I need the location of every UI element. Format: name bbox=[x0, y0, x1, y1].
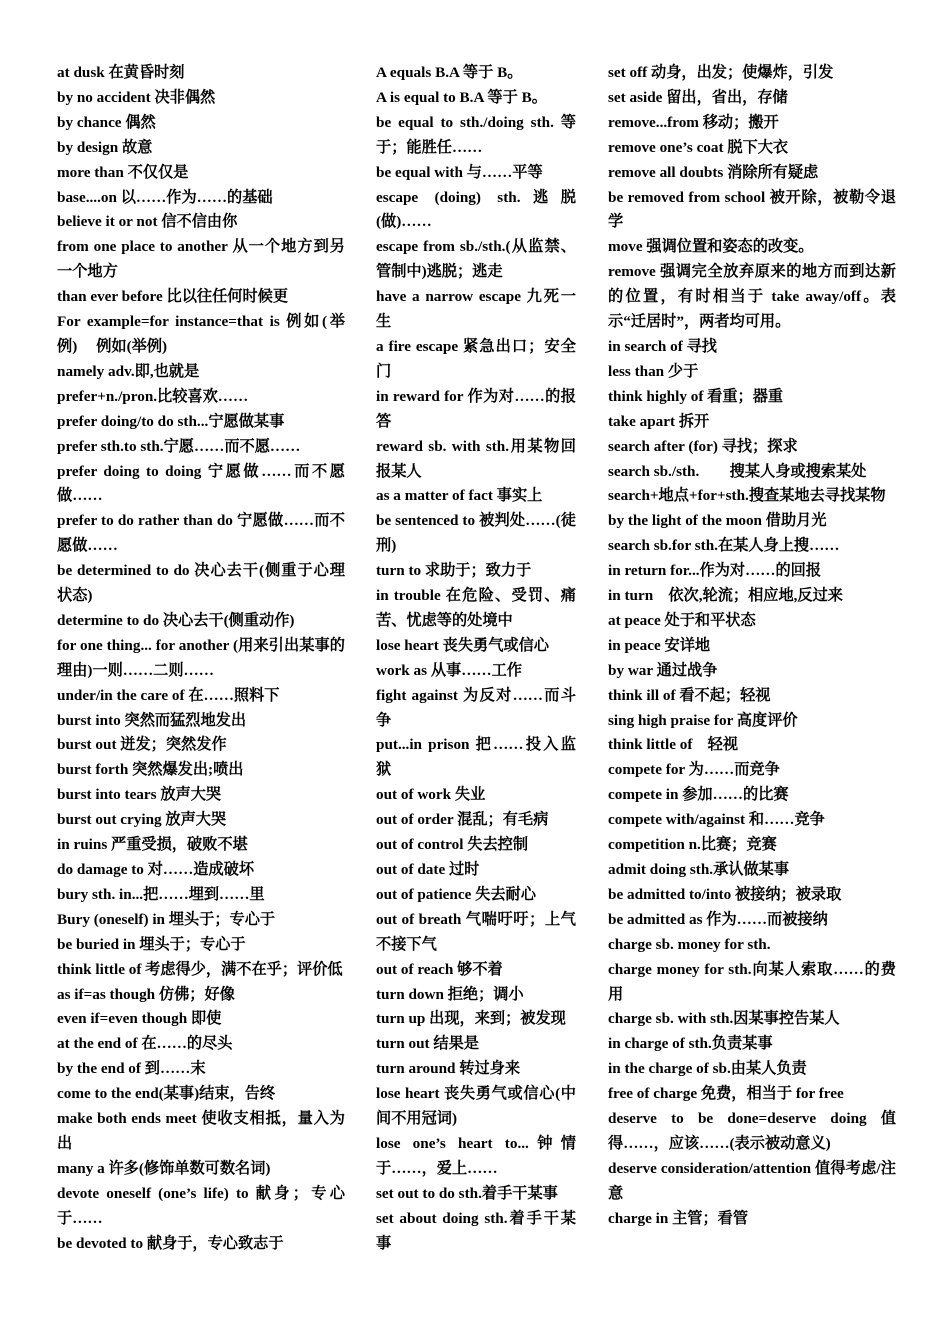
phrase-entry: in charge of sth.负责某事 bbox=[608, 1035, 773, 1053]
phrase-entry: out of date 过时 bbox=[376, 861, 480, 878]
phrase-entry: by no accident 决非偶然 bbox=[57, 88, 216, 106]
phrase-entry: make both ends meet 使收支相抵，量入为出 bbox=[57, 1110, 345, 1152]
phrase-entry: be removed from school 被开除，被勒令退学 bbox=[608, 188, 896, 231]
phrase-entry: turn up 出现，来到；被发现 bbox=[376, 1010, 566, 1028]
phrase-entry: by design 故意 bbox=[57, 138, 153, 156]
phrase-column-3 bbox=[608, 61, 896, 1232]
phrase-entry: Bury (oneself) in 埋头于；专心于 bbox=[57, 910, 276, 928]
phrase-entry: do damage to 对……造成破坏 bbox=[57, 861, 255, 878]
phrase-entry: charge money for sth.向某人索取……的费用 bbox=[608, 960, 896, 1003]
phrase-entry: work as 从事……工作 bbox=[376, 661, 522, 679]
phrase-entry: prefer+n./pron.比较喜欢…… bbox=[57, 387, 249, 405]
phrase-entry: A equals B.A 等于 B。 bbox=[376, 64, 523, 81]
phrase-entry: charge sb. money for sth. bbox=[608, 935, 771, 953]
phrase-entry: in reward for 作为对……的报答 bbox=[376, 387, 576, 430]
phrase-entry: competition n.比赛；竞赛 bbox=[608, 836, 777, 854]
phrase-entry: lose heart 丧失勇气或信心(中间不用冠词) bbox=[376, 1085, 576, 1128]
phrase-entry: compete in 参加……的比赛 bbox=[608, 786, 789, 804]
phrase-entry: believe it or not 信不信由你 bbox=[57, 213, 238, 231]
phrase-entry: a fire escape 紧急出口；安全门 bbox=[376, 337, 576, 380]
phrase-entry: think little of 轻视 bbox=[608, 736, 738, 754]
phrase-entry: prefer to do rather than do 宁愿做……而不愿做…… bbox=[57, 512, 345, 555]
phrase-entry: by war 通过战争 bbox=[608, 661, 718, 679]
phrase-entry: at peace 处于和平状态 bbox=[608, 611, 756, 629]
phrase-entry: deserve to be done=deserve doing 值得……，应该……(表示被动意义) bbox=[608, 1110, 896, 1152]
phrase-entry: A is equal to B.A 等于 B。 bbox=[376, 88, 547, 106]
phrase-entry: be buried in 埋头于；专心于 bbox=[57, 935, 246, 953]
phrase-entry: turn to 求助于；致力于 bbox=[376, 562, 532, 580]
phrase-entry: be determined to do 决心去干(侧重于心理状态) bbox=[57, 562, 345, 605]
phrase-entry: prefer doing to doing 宁愿做……而不愿做…… bbox=[57, 462, 345, 505]
phrase-entry: turn down 拒绝；调小 bbox=[376, 985, 524, 1003]
phrase-entry: deserve consideration/attention 值得考虑/注意 bbox=[608, 1159, 896, 1202]
phrase-entry: take apart 拆开 bbox=[608, 412, 710, 430]
phrase-entry: in peace 安详地 bbox=[608, 636, 711, 654]
phrase-entry: remove all doubts 消除所有疑虑 bbox=[608, 163, 819, 181]
phrase-entry: be admitted to/into 被接纳；被录取 bbox=[608, 885, 842, 903]
phrase-entry: charge sb. with sth.因某事控告某人 bbox=[608, 1010, 840, 1028]
phrase-entry: more than 不仅仅是 bbox=[57, 163, 189, 181]
phrase-entry: determine to do 决心去干(侧重动作) bbox=[57, 611, 295, 629]
phrase-entry: set aside 留出，省出，存储 bbox=[608, 88, 788, 106]
phrase-entry: in turn 依次,轮流；相应地,反过来 bbox=[608, 587, 843, 605]
phrase-entry: search sb./sth. 搜某人身或搜索某处 bbox=[608, 462, 867, 480]
phrase-entry: in trouble 在危险、受罚、痛苦、忧虑等的处境中 bbox=[376, 587, 576, 629]
phrase-entry: charge in 主管；看管 bbox=[608, 1209, 749, 1227]
phrase-entry: out of reach 够不着 bbox=[376, 960, 503, 978]
phrase-entry: even if=even though 即使 bbox=[57, 1010, 222, 1028]
phrase-entry: in the charge of sb.由某人负责 bbox=[608, 1060, 807, 1078]
phrase-entry: set out to do sth.着手干某事 bbox=[376, 1184, 558, 1202]
phrase-entry: be equal with 与……平等 bbox=[376, 163, 543, 181]
phrase-entry: For example=for instance=that is 例如(举例) 例如(举例) bbox=[57, 313, 345, 355]
phrase-entry: remove...from 移动；搬开 bbox=[608, 113, 779, 131]
phrase-column-1 bbox=[57, 61, 345, 1257]
phrase-entry: out of patience 失去耐心 bbox=[376, 885, 536, 903]
phrase-entry: out of control 失去控制 bbox=[376, 836, 529, 854]
phrase-column-2 bbox=[376, 61, 576, 1257]
phrase-entry: burst forth 突然爆发出;喷出 bbox=[57, 761, 244, 779]
phrase-entry: burst out 迸发；突然发作 bbox=[57, 736, 227, 754]
phrase-entry: prefer doing/to do sth...宁愿做某事 bbox=[57, 412, 285, 430]
phrase-entry: reward sb. with sth.用某物回报某人 bbox=[376, 437, 576, 480]
phrase-entry: at the end of 在……的尽头 bbox=[57, 1035, 233, 1053]
phrase-entry: search after (for) 寻找；探求 bbox=[608, 437, 798, 455]
phrase-entry: out of breath 气喘吁吁；上气不接下气 bbox=[376, 910, 576, 953]
phrase-entry: admit doing sth.承认做某事 bbox=[608, 861, 790, 878]
phrase-entry: fight against 为反对……而斗争 bbox=[376, 686, 576, 729]
phrase-entry: compete with/against 和……竞争 bbox=[608, 811, 825, 829]
phrase-entry: namely adv.即,也就是 bbox=[57, 362, 200, 380]
phrase-entry: sing high praise for 高度评价 bbox=[608, 711, 798, 729]
phrase-entry: be equal to sth./doing sth. 等于；能胜任…… bbox=[376, 113, 576, 156]
phrase-entry: set about doing sth.着手干某事 bbox=[376, 1209, 576, 1252]
phrase-entry: than ever before 比以往任何时候更 bbox=[57, 288, 289, 306]
phrase-entry: at dusk 在黄昏时刻 bbox=[57, 64, 185, 81]
phrase-entry: in search of 寻找 bbox=[608, 337, 717, 355]
phrase-entry: less than 少于 bbox=[608, 362, 699, 380]
phrase-entry: think highly of 看重；器重 bbox=[608, 387, 784, 405]
phrase-entry: burst into 突然而猛烈地发出 bbox=[57, 711, 247, 729]
phrase-entry: base....on 以……作为……的基础 bbox=[57, 188, 273, 206]
phrase-entry: by the end of 到……末 bbox=[57, 1060, 206, 1078]
phrase-entry: search sb.for sth.在某人身上搜…… bbox=[608, 537, 840, 555]
phrase-entry: in ruins 严重受损，破败不堪 bbox=[57, 836, 248, 854]
phrase-entry: lose heart 丧失勇气或信心 bbox=[376, 636, 549, 654]
phrase-entry: move 强调位置和姿态的改变。 bbox=[608, 238, 814, 256]
phrase-entry: by chance 偶然 bbox=[57, 113, 156, 131]
phrase-entry: think ill of 看不起；轻视 bbox=[608, 686, 771, 704]
phrase-entry: be admitted as 作为……而被接纳 bbox=[608, 910, 828, 928]
phrase-entry: come to the end(某事)结束，告终 bbox=[57, 1085, 276, 1103]
phrase-entry: put...in prison 把……投入监狱 bbox=[376, 736, 576, 779]
phrase-entry: lose one’s heart to...钟情于……，爱上…… bbox=[376, 1134, 576, 1177]
phrase-entry: in return for...作为对……的回报 bbox=[608, 562, 822, 580]
phrase-entry: be sentenced to 被判处……(徒刑) bbox=[376, 512, 576, 555]
phrase-entry: under/in the care of 在……照料下 bbox=[57, 686, 280, 704]
phrase-entry: turn out 结果是 bbox=[376, 1035, 479, 1053]
phrase-entry: remove 强调完全放弃原来的地方而到达新的位置，有时相当于 take away/off。表示“迁居时”，两者均可用。 bbox=[608, 263, 896, 331]
phrase-entry: devote oneself (one’s life) to 献身；专心于…… bbox=[57, 1184, 345, 1227]
phrase-entry: as if=as though 仿佛；好像 bbox=[57, 985, 235, 1003]
phrase-entry: free of charge 免费，相当于 for free bbox=[608, 1085, 844, 1103]
phrase-entry: remove one’s coat 脱下大衣 bbox=[608, 138, 789, 156]
phrase-entry: out of work 失业 bbox=[376, 786, 486, 804]
phrase-entry: bury sth. in...把……埋到……里 bbox=[57, 885, 265, 903]
phrase-entry: for one thing... for another (用来引出某事的理由)一则……二则…… bbox=[57, 636, 345, 679]
phrase-entry: prefer sth.to sth.宁愿……而不愿…… bbox=[57, 437, 301, 455]
phrase-entry: have a narrow escape 九死一生 bbox=[376, 288, 576, 331]
phrase-entry: be devoted to 献身于，专心致志于 bbox=[57, 1234, 284, 1252]
phrase-entry: turn around 转过身来 bbox=[376, 1060, 521, 1078]
phrase-entry: set off 动身，出发；使爆炸，引发 bbox=[608, 64, 834, 81]
phrase-entry: burst into tears 放声大哭 bbox=[57, 786, 222, 804]
phrase-entry: out of order 混乱；有毛病 bbox=[376, 811, 549, 829]
phrase-entry: escape (doing) sth.逃脱(做)…… bbox=[376, 188, 576, 231]
phrase-entry: from one place to another 从一个地方到另一个地方 bbox=[57, 238, 345, 281]
phrase-entry: by the light of the moon 借助月光 bbox=[608, 512, 827, 530]
phrase-entry: think little of 考虑得少，满不在乎；评价低 bbox=[57, 960, 343, 978]
phrase-entry: escape from sb./sth.(从监禁、管制中)逃脱；逃走 bbox=[376, 238, 576, 281]
phrase-entry: burst out crying 放声大哭 bbox=[57, 811, 227, 829]
phrase-entry: as a matter of fact 事实上 bbox=[376, 487, 543, 505]
phrase-entry: compete for 为……而竞争 bbox=[608, 761, 780, 779]
phrase-entry: many a 许多(修饰单数可数名词) bbox=[57, 1159, 271, 1177]
phrase-entry: search+地点+for+sth.搜查某地去寻找某物 bbox=[608, 487, 886, 505]
